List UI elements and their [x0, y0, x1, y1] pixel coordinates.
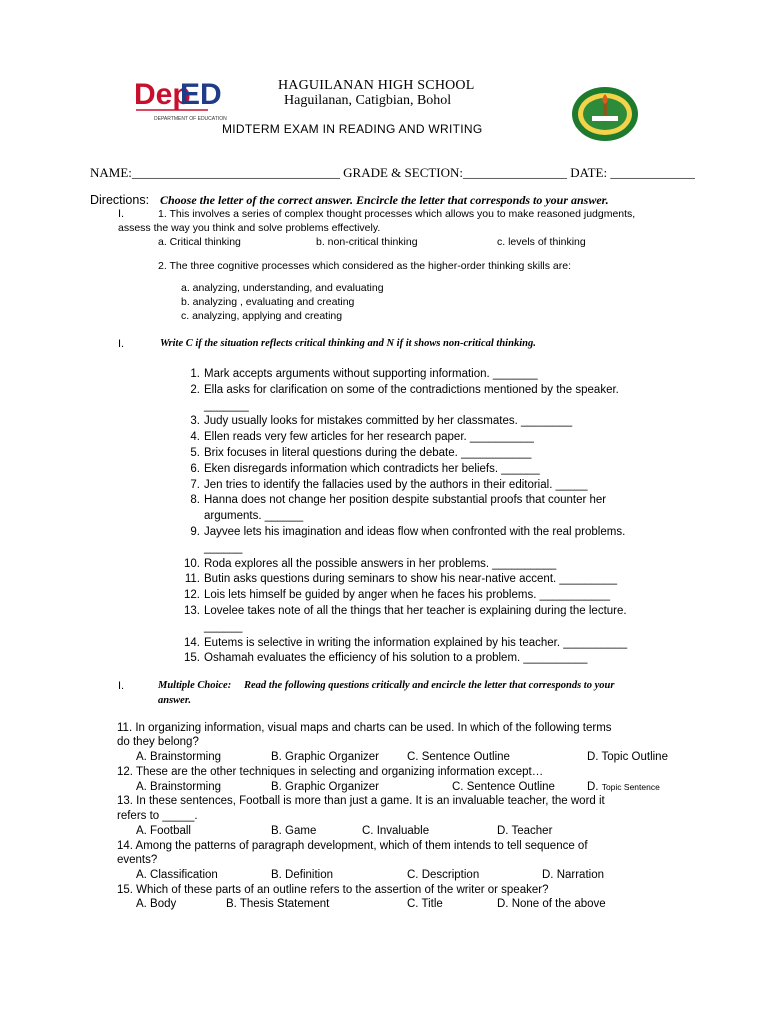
q12-text: 12. These are the other techniques in selecting and organizing information except…	[117, 766, 544, 778]
situation-number: 2.	[190, 383, 200, 396]
situation-text: Judy usually looks for mistakes committed by her classmates. ________	[204, 415, 573, 428]
q11-option-a: A. Brainstorming	[136, 751, 222, 763]
situation-number: 11.	[184, 573, 200, 586]
situation-text: Roda explores all the possible answers in her problems. __________	[204, 557, 557, 570]
q11-option-c: C. Sentence Outline	[407, 751, 510, 763]
q11-option-b: B. Graphic Organizer	[271, 751, 380, 763]
situation-number: 8.	[190, 494, 200, 507]
q12-option-b: B. Graphic Organizer	[271, 781, 380, 793]
directions-label: Directions:	[90, 193, 150, 207]
q15-option-d: D. None of the above	[497, 898, 606, 910]
q14-option-c: C. Description	[407, 869, 480, 881]
student-info-line: NAME:________________________________ GRADE & SECTION:________________ DATE: _____________	[90, 165, 695, 180]
situation-number: 3.	[190, 415, 200, 428]
situation-number: 10.	[184, 557, 200, 570]
school-address: Haguilanan, Catigbian, Bohol	[284, 93, 452, 108]
q15-text: 15. Which of these parts of an outline refers to the assertion of the writer or speaker?	[117, 884, 549, 896]
q12-option-d-text: Topic Sentence	[601, 782, 660, 792]
situation-number: 7.	[190, 478, 200, 491]
situation-text: ______	[204, 541, 243, 554]
q2-option-a: a. analyzing, understanding, and evaluating	[181, 282, 384, 294]
q12-option-a: A. Brainstorming	[136, 781, 222, 793]
q13-option-d: D. Teacher	[497, 825, 553, 837]
deped-logo	[132, 72, 227, 128]
svg-text:DEPARTMENT OF EDUCATION: DEPARTMENT OF EDUCATION	[154, 116, 227, 122]
svg-text:Dep: Dep	[134, 78, 191, 111]
q14-option-a: A. Classification	[136, 869, 218, 881]
school-seal-icon	[570, 84, 640, 144]
part3-instruction-line1: Read the following questions critically and encircle the letter that corresponds to your	[244, 680, 615, 691]
situation-number: 6.	[190, 462, 200, 475]
q2-text: 2. The three cognitive processes which considered as the higher-order thinking skills are:	[158, 260, 572, 272]
situation-number: 14.	[184, 636, 200, 649]
q12-option-d-letter: D.	[587, 781, 599, 793]
situation-text: Jen tries to identify the fallacies used by the authors in their editorial. _____	[204, 478, 588, 491]
situation-number: 15.	[184, 652, 200, 665]
situation-number: 5.	[190, 447, 200, 459]
q15-option-c: C. Title	[407, 898, 443, 910]
q12-option-c: C. Sentence Outline	[452, 781, 555, 793]
part3-instruction-line2: answer.	[158, 695, 191, 706]
q1-option-a: a. Critical thinking	[158, 236, 241, 248]
part2-roman: I.	[118, 338, 125, 350]
q14-line2: events?	[117, 854, 158, 866]
situation-text: Hanna does not change her position despite substantial proofs that counter her	[204, 494, 607, 507]
q13-option-a: A. Football	[136, 825, 191, 837]
q13-option-b: B. Game	[271, 825, 317, 837]
directions-text: Choose the letter of the correct answer. Encircle the letter that corresponds to your answer.	[160, 193, 609, 207]
q1-line2: assess the way you think and solve problems effectively.	[118, 222, 381, 234]
situation-text: Butin asks questions during seminars to show his near-native accent. _________	[204, 573, 617, 586]
situation-text: _______	[204, 399, 249, 412]
situation-text: ______	[204, 620, 243, 633]
svg-text:ED: ED	[180, 78, 222, 111]
school-name: HAGUILANAN HIGH SCHOOL	[278, 78, 475, 93]
situation-text: Lois lets himself be guided by anger when he faces his problems. ___________	[204, 589, 610, 602]
q15-option-b: B. Thesis Statement	[226, 898, 330, 910]
situation-text: Jayvee lets his imagination and ideas flow when confronted with the real problems.	[204, 526, 626, 538]
q14-option-b: B. Definition	[271, 869, 334, 881]
situation-text: Eken disregards information which contradicts her beliefs. ______	[204, 462, 540, 475]
q15-option-a: A. Body	[136, 898, 177, 910]
situation-text: Brix focuses in literal questions during the debate. ___________	[204, 447, 532, 459]
part1-roman: I.	[118, 208, 125, 220]
q11-line1: 11. In organizing information, visual maps and charts can be used. In which of the following terms	[117, 722, 612, 734]
q2-option-c: c. analyzing, applying and creating	[181, 310, 343, 322]
q12-option-d	[587, 781, 660, 793]
q2-option-b: b. analyzing , evaluating and creating	[181, 296, 355, 308]
situation-text: Ellen reads very few articles for her research paper. __________	[204, 431, 534, 444]
situation-text: arguments. ______	[204, 510, 304, 523]
situation-number: 4.	[190, 431, 200, 444]
part3-label: Multiple Choice:	[158, 680, 232, 691]
q1-option-b: b. non-critical thinking	[316, 236, 418, 248]
part3-roman: I.	[118, 680, 125, 692]
q14-option-d: D. Narration	[542, 869, 604, 881]
situation-text: Lovelee takes note of all the things that her teacher is explaining during the lecture.	[204, 605, 627, 617]
exam-title: MIDTERM EXAM IN READING AND WRITING	[222, 122, 483, 136]
part2-instruction: Write C if the situation reflects critical thinking and N if it shows non-critical thinking.	[160, 338, 536, 349]
situation-text: Mark accepts arguments without supporting information. _______	[204, 368, 538, 380]
situation-text: Eutems is selective in writing the information explained by his teacher. __________	[204, 636, 628, 649]
situation-number: 9.	[190, 526, 200, 538]
situation-number: 13.	[184, 605, 200, 617]
q11-line2: do they belong?	[117, 736, 199, 748]
q11-option-d: D. Topic Outline	[587, 751, 668, 763]
q14-line1: 14. Among the patterns of paragraph development, which of them intends to tell sequence of	[117, 840, 588, 852]
q13-line1: 13. In these sentences, Football is more than just a game. It is an invaluable teacher, the word it	[117, 795, 605, 807]
q1-option-c: c. levels of thinking	[497, 236, 586, 248]
situation-number: 12.	[184, 589, 200, 602]
situation-text: Ella asks for clarification on some of the contradictions mentioned by the speaker.	[204, 383, 619, 396]
q13-line2: refers to _____.	[117, 810, 198, 822]
situation-number: 1.	[190, 368, 200, 380]
q1-line1: 1. This involves a series of complex thought processes which allows you to make reasoned judgments,	[158, 208, 636, 220]
situation-text: Oshamah evaluates the efficiency of his solution to a problem. __________	[204, 652, 588, 665]
q13-option-c: C. Invaluable	[362, 825, 430, 837]
